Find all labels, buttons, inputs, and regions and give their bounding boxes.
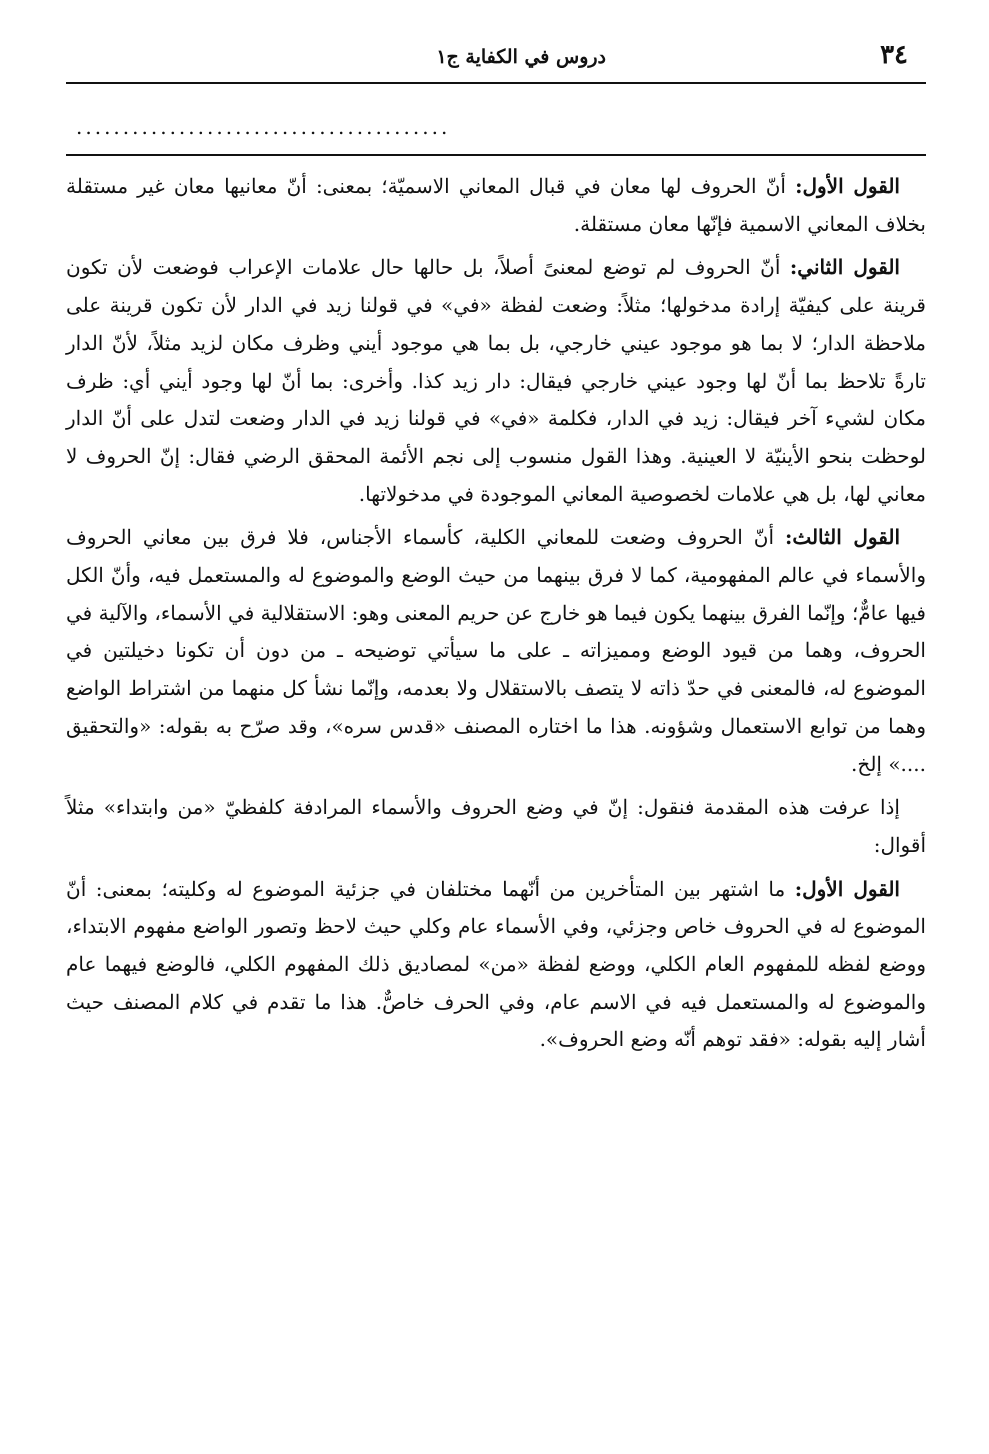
header-rule — [66, 82, 926, 84]
paragraph-lead: القول الأول: — [794, 876, 900, 901]
book-page — [66, 36, 926, 1065]
paragraph-first-opinion-2 — [66, 871, 926, 1060]
section-divider — [66, 154, 926, 156]
running-title: دروس في الكفاية ج١ — [436, 46, 606, 68]
paragraph-text: أنّ الحروف لها معان في قبال المعاني الاسميّة؛ بمعنى: أنّ معانيها معان غير مستقلة بخلاف المعاني الاسمية فإنّها معان مستقلة. — [66, 174, 926, 236]
paragraph-second-opinion — [66, 249, 926, 513]
page-number: ٣٤ — [880, 40, 908, 70]
paragraph-lead: القول الثالث: — [784, 525, 900, 550]
paragraph-lead: القول الأول: — [795, 174, 900, 198]
paragraph-text: أنّ الحروف لم توضع لمعنىً أصلاً، بل حالها حال علامات الإعراب فوضعت لأن تكون قرينة على كيفيّة إرادة مدخولها؛ مثلاً: وضعت لفظة «في» في قولنا زيد في الدار لأن تكون قرينة على ملاحظة الدار؛ لا بما هو موجود عيني خارجي، بل بما هي موجود أيني وظرف مكان لزيد مثلاً، لأنّ الدار تارةً تلاحظ بما أنّ لها وجود عيني خارجي فيقال: دار زيد كذا. وأخرى: بما أنّ لها وجود أيني أي: ظرف مكان لشيء آخر فيقال: زيد في الدار، فكلمة «في» في قولنا زيد في الدار وضعت لتدل على أنّ الدار لوحظت بنحو الأينيّة لا العينية. وهذا القول منسوب إلى نجم الأئمة المحقق الرضي فقال: إنّ الحروف لا معاني لها، بل هي علامات لخصوصية المعاني الموجودة في مدخولاتها. — [66, 255, 926, 506]
paragraph-text: أنّ الحروف وضعت للمعاني الكلية، كأسماء الأجناس، فلا فرق بين معاني الحروف والأسماء في عالم المفهومية، كما لا فرق بينهما من حيث الوضع والموضوع له والمستعمل فيه، وأنّ الكل فيها عامٌّ؛ وإنّما الفرق بينهما يكون فيما هو خارج عن حريم المعنى وهو: الاستقلالية في الأسماء، والآلية في الحروف، وهما من قيود الوضع ومميزاته ـ على ما سيأتي توضيحه ـ من دون أن تكونا دخيلتين في الموضوع له، فالمعنى في حدّ ذاته لا يتصف بالاستقلال ولا بعدمه، وإنّما نشأ كل منهما من اشتراط الواضع وهما من توابع الاستعمال وشؤونه. هذا ما اختاره المصنف «قدس سره»، وقد صرّح به بقوله: «والتحقيق ....» إلخ. — [66, 525, 926, 776]
paragraph-text: ما اشتهر بين المتأخرين من أنّهما مختلفان في جزئية الموضوع له وكليته؛ بمعنى: أنّ الموضوع له في الحروف خاص وجزئي، وفي الأسماء عام وكلي حيث لاحظ وتصور الواضع مفهوم الابتداء، ووضع لفظه للمفهوم العام الكلي، ووضع لفظة «من» لمصاديق ذلك المفهوم الكلي، فالوضع فيهما عام والموضوع له والمستعمل فيه في الاسم عام، وفي الحرف خاصٌّ. هذا ما تقدم في كلام المصنف حيث أشار إليه بقوله: «فقد توهم أنّه وضع الحروف». — [66, 876, 926, 1052]
page-body — [66, 168, 926, 1059]
page-header — [66, 36, 926, 82]
paragraph-text: إذا عرفت هذه المقدمة فنقول: إنّ في وضع الحروف والأسماء المرادفة كلفظيّ «من وابتداء» مثلاً أقوال: — [66, 795, 926, 857]
paragraph-introduction — [66, 789, 926, 864]
paragraph-first-opinion — [66, 168, 926, 243]
paragraph-third-opinion — [66, 519, 926, 783]
paragraph-lead: القول الثاني: — [789, 255, 900, 280]
ellipsis-line: ........................................ — [76, 116, 451, 138]
